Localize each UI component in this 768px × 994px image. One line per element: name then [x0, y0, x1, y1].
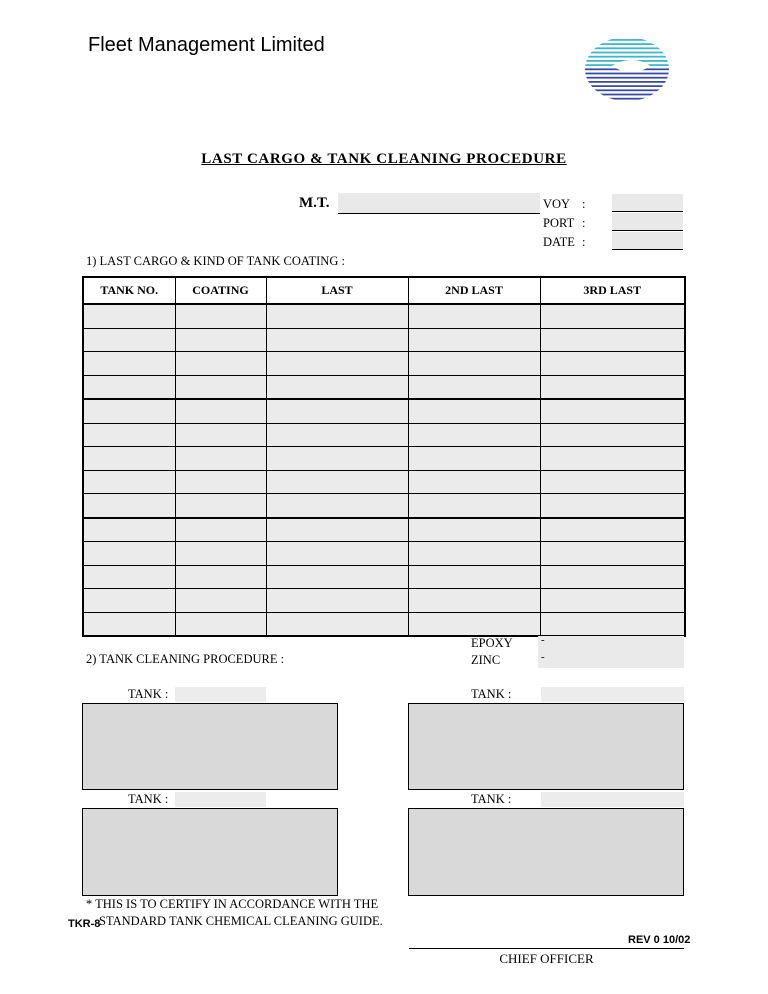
- table-cell[interactable]: [266, 542, 408, 566]
- table-cell[interactable]: [408, 565, 540, 589]
- logo-stripe: [584, 52, 670, 54]
- certification-line-1: * THIS IS TO CERTIFY IN ACCORDANCE WITH THE: [86, 897, 379, 911]
- table-row: [83, 589, 685, 613]
- company-name: Fleet Management Limited: [88, 34, 325, 56]
- epoxy-label: EPOXY: [471, 636, 513, 650]
- table-cell[interactable]: [83, 494, 175, 518]
- signature-line[interactable]: [409, 948, 684, 949]
- table-cell[interactable]: [408, 328, 540, 352]
- table-cell[interactable]: [175, 612, 266, 636]
- table-cell[interactable]: [83, 542, 175, 566]
- section-2-heading: 2) TANK CLEANING PROCEDURE :: [86, 652, 285, 666]
- table-cell[interactable]: [175, 447, 266, 471]
- table-row: [83, 304, 685, 328]
- table-row: [83, 518, 685, 542]
- form-code: TKR-8: [68, 918, 101, 930]
- col-2nd-last: 2ND LAST: [408, 277, 540, 304]
- tank-4-name-field[interactable]: [541, 792, 684, 807]
- logo-stripe: [584, 47, 670, 49]
- table-cell[interactable]: [540, 542, 685, 566]
- table-cell[interactable]: [540, 423, 685, 447]
- logo-stripe: [584, 39, 670, 41]
- table-cell[interactable]: [83, 399, 175, 423]
- table-row: [83, 423, 685, 447]
- table-cell[interactable]: [266, 494, 408, 518]
- table-cell[interactable]: [408, 399, 540, 423]
- tank-3-procedure-box[interactable]: [82, 808, 338, 896]
- table-cell[interactable]: [408, 375, 540, 399]
- table-cell[interactable]: [175, 423, 266, 447]
- voy-colon: :: [582, 197, 586, 211]
- port-label: PORT: [543, 216, 575, 230]
- tank-2-procedure-box[interactable]: [408, 703, 684, 790]
- table-cell[interactable]: [175, 399, 266, 423]
- table-cell[interactable]: [408, 518, 540, 542]
- epoxy-value: -: [541, 634, 545, 646]
- zinc-value: -: [541, 651, 545, 663]
- table-cell[interactable]: [266, 423, 408, 447]
- table-cell[interactable]: [540, 494, 685, 518]
- vessel-label: M.T.: [299, 195, 330, 211]
- table-cell[interactable]: [83, 375, 175, 399]
- port-field[interactable]: [612, 213, 683, 231]
- date-colon: :: [582, 235, 586, 249]
- table-cell[interactable]: [540, 470, 685, 494]
- col-3rd-last: 3RD LAST: [540, 277, 685, 304]
- table-cell[interactable]: [175, 494, 266, 518]
- table-cell[interactable]: [408, 352, 540, 376]
- table-cell[interactable]: [408, 542, 540, 566]
- tank-4-procedure-box[interactable]: [408, 808, 684, 896]
- table-cell[interactable]: [266, 447, 408, 471]
- port-colon: :: [582, 216, 586, 230]
- table-cell[interactable]: [408, 470, 540, 494]
- col-coating: COATING: [175, 277, 266, 304]
- table-cell[interactable]: [540, 589, 685, 613]
- logo-stripe: [584, 43, 670, 45]
- table-row: [83, 494, 685, 518]
- table-cell[interactable]: [408, 447, 540, 471]
- table-cell[interactable]: [83, 423, 175, 447]
- logo-stripe: [584, 89, 670, 91]
- col-tank-no: TANK NO.: [83, 277, 175, 304]
- tank-3-label: TANK :: [128, 792, 169, 806]
- date-field[interactable]: [612, 232, 683, 250]
- voy-field[interactable]: [612, 194, 683, 212]
- table-cell[interactable]: [175, 565, 266, 589]
- company-logo: [584, 36, 670, 102]
- logo-stripe: [584, 77, 670, 79]
- table-cell[interactable]: [266, 518, 408, 542]
- table-cell[interactable]: [266, 328, 408, 352]
- table-row: [83, 447, 685, 471]
- table-cell[interactable]: [83, 447, 175, 471]
- tank-4-label: TANK :: [471, 792, 512, 806]
- table-row: [83, 352, 685, 376]
- cargo-table: [82, 276, 686, 637]
- table-cell[interactable]: [266, 612, 408, 636]
- logo-stripe: [584, 98, 670, 100]
- table-cell[interactable]: [83, 565, 175, 589]
- table-cell[interactable]: [175, 542, 266, 566]
- logo-stripe: [584, 85, 670, 87]
- table-cell[interactable]: [408, 612, 540, 636]
- table-row: [83, 612, 685, 636]
- table-cell[interactable]: [175, 304, 266, 328]
- table-cell[interactable]: [83, 612, 175, 636]
- table-cell[interactable]: [266, 352, 408, 376]
- table-row: [83, 565, 685, 589]
- table-cell[interactable]: [266, 375, 408, 399]
- table-cell[interactable]: [266, 399, 408, 423]
- logo-stripe: [584, 73, 670, 75]
- epoxy-field[interactable]: [538, 636, 684, 652]
- tank-1-procedure-box[interactable]: [82, 703, 338, 790]
- table-cell[interactable]: [83, 470, 175, 494]
- table-cell[interactable]: [408, 304, 540, 328]
- tank-1-label: TANK :: [128, 687, 169, 701]
- form-title: LAST CARGO & TANK CLEANING PROCEDURE: [201, 151, 567, 167]
- table-cell[interactable]: [540, 399, 685, 423]
- table-cell[interactable]: [540, 565, 685, 589]
- vessel-name-field[interactable]: [338, 193, 540, 214]
- tank-3-name-field[interactable]: [175, 792, 266, 807]
- table-cell[interactable]: [83, 589, 175, 613]
- table-cell[interactable]: [540, 304, 685, 328]
- col-last: LAST: [266, 277, 408, 304]
- table-cell[interactable]: [175, 518, 266, 542]
- table-cell[interactable]: [175, 470, 266, 494]
- table-cell[interactable]: [175, 328, 266, 352]
- logo-stripe: [584, 56, 670, 58]
- table-cell[interactable]: [540, 375, 685, 399]
- table-cell[interactable]: [408, 494, 540, 518]
- table-cell[interactable]: [266, 589, 408, 613]
- table-row: [83, 375, 685, 399]
- table-cell[interactable]: [266, 470, 408, 494]
- table-cell[interactable]: [540, 447, 685, 471]
- certification-line-2: STANDARD TANK CHEMICAL CLEANING GUIDE.: [99, 914, 383, 928]
- table-cell[interactable]: [408, 423, 540, 447]
- table-cell[interactable]: [540, 612, 685, 636]
- table-cell[interactable]: [266, 565, 408, 589]
- table-row: [83, 399, 685, 423]
- table-row: [83, 328, 685, 352]
- zinc-label: ZINC: [471, 653, 501, 667]
- table-cell[interactable]: [408, 589, 540, 613]
- tank-1-name-field[interactable]: [175, 687, 266, 702]
- cargo-table-header: [83, 277, 685, 304]
- table-cell[interactable]: [175, 352, 266, 376]
- logo-stripe: [584, 94, 670, 96]
- section-1-heading: 1) LAST CARGO & KIND OF TANK COATING :: [86, 254, 345, 268]
- table-cell[interactable]: [83, 518, 175, 542]
- revision-label: REV 0 10/02: [628, 934, 691, 946]
- zinc-field[interactable]: [538, 652, 684, 668]
- table-cell[interactable]: [175, 375, 266, 399]
- table-cell[interactable]: [540, 328, 685, 352]
- date-label: DATE: [543, 235, 575, 249]
- signatory-label: CHIEF OFFICER: [499, 951, 594, 966]
- table-cell[interactable]: [540, 518, 685, 542]
- table-cell[interactable]: [175, 589, 266, 613]
- table-cell[interactable]: [540, 352, 685, 376]
- table-row: [83, 470, 685, 494]
- tank-2-name-field[interactable]: [541, 687, 684, 702]
- table-cell[interactable]: [83, 328, 175, 352]
- table-cell[interactable]: [83, 304, 175, 328]
- table-cell[interactable]: [83, 352, 175, 376]
- tank-2-label: TANK :: [471, 687, 512, 701]
- voy-label: VOY: [543, 197, 571, 211]
- logo-stripe: [584, 81, 670, 83]
- table-cell[interactable]: [266, 304, 408, 328]
- certification-note: [86, 896, 383, 930]
- table-row: [83, 542, 685, 566]
